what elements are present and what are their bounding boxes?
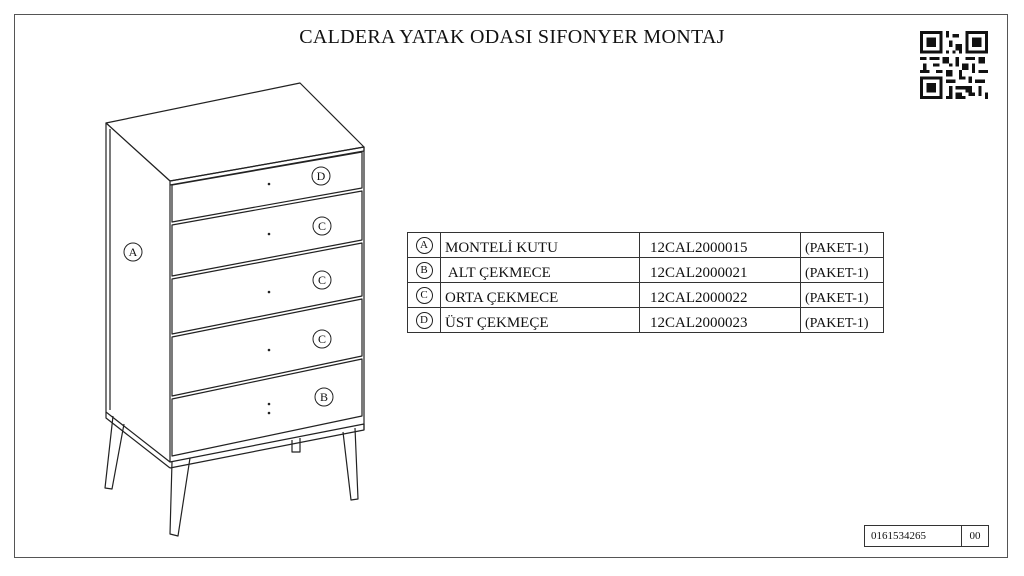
part-code: 12CAL2000023: [640, 308, 801, 333]
revision-number: 00: [962, 526, 989, 547]
part-code: 12CAL2000022: [640, 283, 801, 308]
part-package: (PAKET-1): [801, 283, 884, 308]
part-code: 12CAL2000015: [640, 233, 801, 258]
table-row: [408, 233, 884, 258]
table-row: [408, 308, 884, 333]
label-b: B: [319, 390, 329, 404]
parts-table: [407, 232, 884, 333]
part-name: ORTA ÇEKMECE: [441, 283, 640, 308]
part-letter: D: [416, 312, 433, 329]
part-package: (PAKET-1): [801, 233, 884, 258]
table-row: [408, 258, 884, 283]
part-name: ÜST ÇEKMEÇE: [441, 308, 640, 333]
label-a: A: [128, 245, 138, 259]
part-code: 12CAL2000021: [640, 258, 801, 283]
document-number-box: [864, 525, 989, 547]
table-row: [408, 283, 884, 308]
label-c-3: C: [317, 332, 327, 346]
part-package: (PAKET-1): [801, 308, 884, 333]
document-number: 0161534265: [865, 526, 962, 547]
part-name: MONTELİ KUTU: [441, 233, 640, 258]
part-package: (PAKET-1): [801, 258, 884, 283]
label-c-1: C: [317, 219, 327, 233]
part-letter: A: [416, 237, 433, 254]
label-d: D: [316, 169, 326, 183]
part-name: ALT ÇEKMECE: [441, 258, 640, 283]
page-title: CALDERA YATAK ODASI SIFONYER MONTAJ: [299, 26, 725, 48]
part-letter: B: [416, 262, 433, 279]
label-c-2: C: [317, 273, 327, 287]
part-letter: C: [416, 287, 433, 304]
